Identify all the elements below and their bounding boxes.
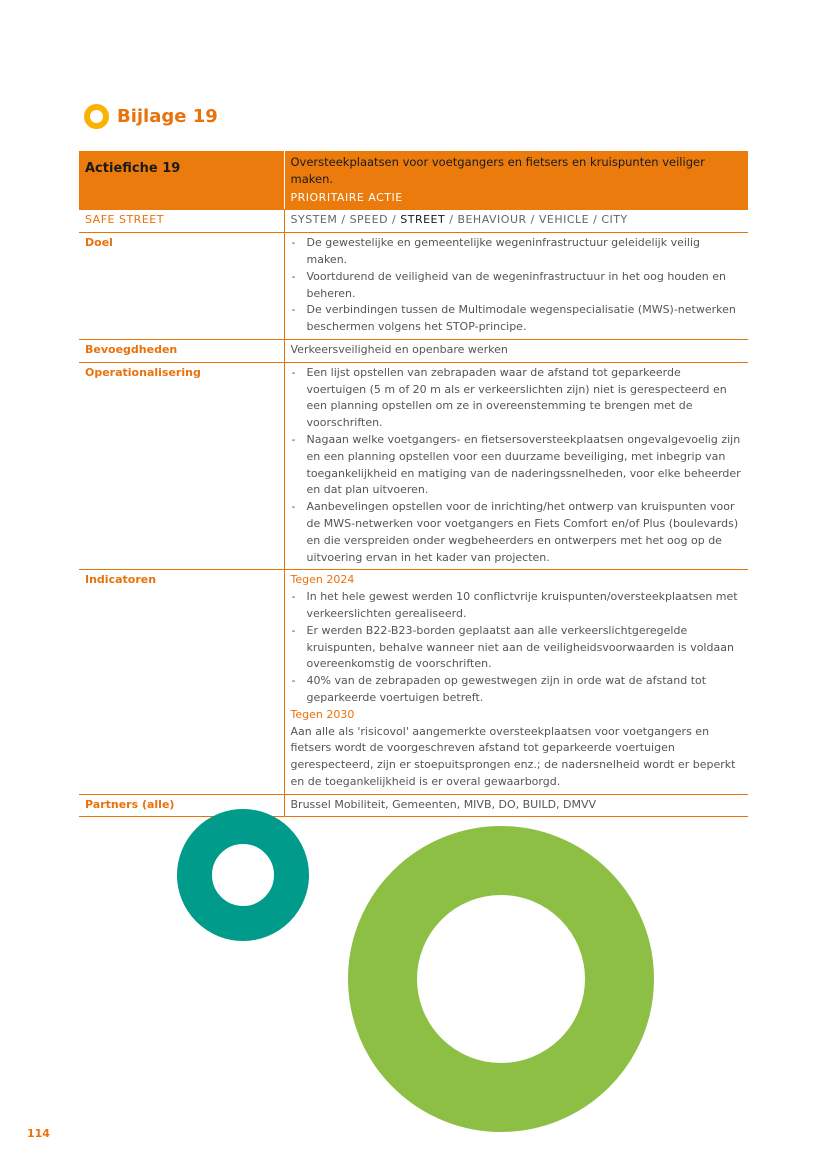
category-separator: / [388, 213, 401, 227]
list-item: - Nagaan welke voetgangers- en fietsersoversteekplaatsen ongevalgevoelig zijn en een planning opstellen voor een duurzame beveiliging, met inbegrip van toegankelijkheid en matiging van de naderingssnelheden, voor elke beheerder en dat plan uitvoeren. [291, 432, 743, 499]
bevoegdheden-label: Bevoegdheden [79, 339, 284, 362]
target-2030-heading: Tegen 2030 [290, 707, 355, 721]
partners-value: Brussel Mobiliteit, Gemeenten, MIVB, DO, BUILD, DMVV [284, 794, 748, 817]
action-sheet-label: Actiefiche 19 [79, 151, 284, 210]
list-item: - Er werden B22-B23-borden geplaatst aan alle verkeerslichtgeregelde kruispunten, behalve wanneer niet aan de veiligheidsvoorwaarden is voldaan overeenkomstig de voorschriften. [291, 623, 743, 673]
list-item: - De gewestelijke en gemeentelijke wegeninfrastructuur geleidelijk veilig maken. [291, 235, 743, 269]
action-headline: Oversteekplaatsen voor voetgangers en fietsers en kruispunten veiliger maken. [290, 155, 705, 186]
doel-label: Doel [79, 233, 284, 340]
list-item: - Een lijst opstellen van zebrapaden waar de afstand tot geparkeerde voertuigen (5 m of 20 m als er verkeerslichten zijn) niet is gerespecteerd en een planning opstellen om ze in overeenstemming te brengen met de voorschriften. [291, 365, 743, 432]
teal-ring-icon [195, 827, 292, 924]
category-separator: / [589, 213, 602, 227]
category-city: CITY [601, 213, 628, 227]
list-item: - De verbindingen tussen de Multimodale wegenspecialisatie (MWS)-netwerken beschermen volgens het STOP-principe. [291, 302, 743, 336]
green-ring-icon [383, 861, 620, 1098]
partners-label: Partners (alle) [79, 794, 284, 817]
list-item: - Voortdurend de veiligheid van de wegeninfrastructuur in het oog houden en beheren. [291, 269, 743, 303]
category-behaviour: BEHAVIOUR [457, 213, 527, 227]
list-item: - 40% van de zebrapaden op gewestwegen zijn in orde wat de afstand tot geparkeerde voertuigen betreft. [291, 673, 743, 707]
page-number: 114 [27, 1127, 50, 1140]
category-separator: / [526, 213, 539, 227]
appendix-title: Bijlage 19 [117, 106, 218, 127]
category-separator: / [337, 213, 350, 227]
category-street: STREET [400, 213, 446, 227]
indicatoren-label: Indicatoren [79, 570, 284, 794]
list-item: - In het hele gewest werden 10 conflictvrije kruispunten/oversteekplaatsen met verkeerslichten gerealiseerd. [291, 589, 743, 623]
operationalisering-label: Operationalisering [79, 362, 284, 570]
priority-label: PRIORITAIRE ACTIE [290, 190, 403, 204]
target-2030-text: Aan alle als 'risicovol' aangemerkte oversteekplaatsen voor voetgangers en fietsers wordt de voorgeschreven afstand tot geparkeerde voertuigen gerespecteerd, zijn er stoepuitsprongen enz.; de nadersnelheid wordt er beperkt en de toegankelijkheid is er overal gewaarborgd. [290, 724, 736, 788]
bevoegdheden-value: Verkeersveiligheid en openbare werken [284, 339, 748, 362]
category-system: SYSTEM [290, 213, 338, 227]
safe-street-label: SAFE STREET [79, 210, 284, 233]
category-speed: SPEED [349, 213, 389, 227]
target-2024-heading: Tegen 2024 [290, 573, 355, 587]
category-separator: / [445, 213, 458, 227]
category-vehicle: VEHICLE [538, 213, 590, 227]
list-item: - Aanbevelingen opstellen voor de inrichting/het ontwerp van kruispunten voor de MWS-netwerken voor voetgangers en Fiets Comfort en/of Plus (boulevards) en die verspreiden onder wegbeheerders en ontwerpers met het oog op de uitvoering ervan in het kader van projecten. [291, 499, 743, 566]
